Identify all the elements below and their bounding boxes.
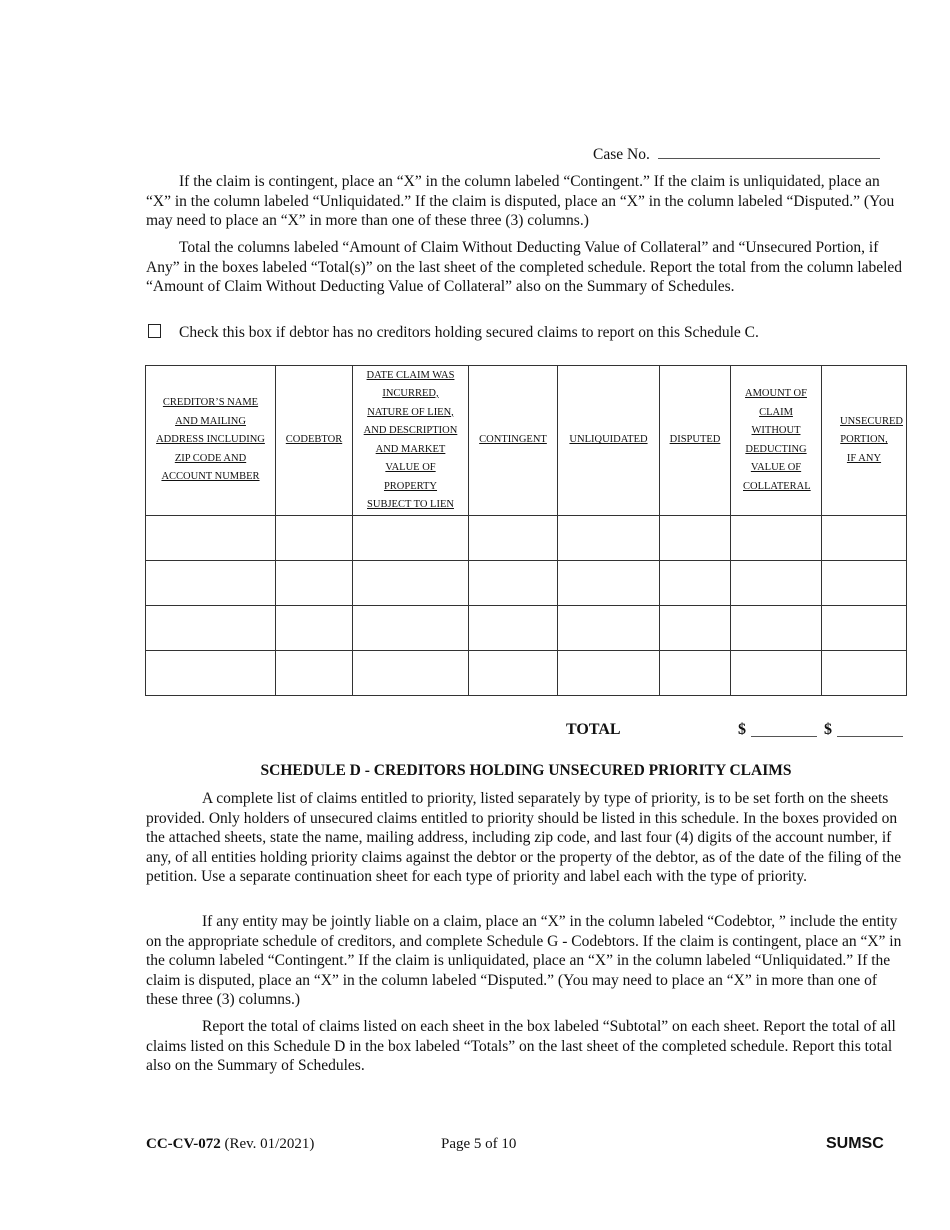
table-cell[interactable] [146, 561, 276, 606]
total-unsecured-amount-field[interactable] [837, 736, 903, 737]
col-codebtor: CODEBTOR [276, 366, 353, 516]
col-unliquidated: UNLIQUIDATED [558, 366, 660, 516]
table-cell[interactable] [276, 606, 353, 651]
contingent-instructions: If the claim is contingent, place an “X” in the column labeled “Contingent.” If the claim is unliquidated, place an “X” in the column labeled “Unliquidated.” If the claim is disputed, place an “X” in the column labeled “Disputed.” (You may need to place an “X” in more than one of these three (3) columns.) [146, 173, 895, 230]
table-cell[interactable] [353, 651, 469, 696]
total-unsecured-currency: $ [824, 721, 832, 738]
table-cell[interactable] [276, 651, 353, 696]
table-cell[interactable] [660, 606, 731, 651]
col-contingent: CONTINGENT [469, 366, 558, 516]
schedule-d-title: SCHEDULE D - CREDITORS HOLDING UNSECURED PRIORITY CLAIMS [260, 762, 792, 779]
table-cell[interactable] [353, 516, 469, 561]
table-cell[interactable] [558, 516, 660, 561]
col-creditor-name: CREDITOR’S NAME AND MAILING ADDRESS INCLUDING ZIP CODE AND ACCOUNT NUMBER [146, 366, 276, 516]
table-cell[interactable] [822, 651, 907, 696]
schedule-d-paragraph-1: A complete list of claims entitled to priority, listed separately by type of priority, is to be set forth on the sheets provided. Only holders of unsecured claims entitled to priority should be listed in this schedule. In the boxes provided on the attached sheets, state the name, mailing address, including zip code, and last four (4) digits of the account number, if any, of all entities holding priority claims against the debtor or the property of the debtor, as of the date of the filing of the petition. Use a separate continuation sheet for each type of priority and label each with the type of priority. [146, 790, 902, 886]
table-cell[interactable] [731, 516, 822, 561]
checkbox-label: Check this box if debtor has no creditors holding secured claims to report on this Schedule C. [179, 324, 759, 341]
table-cell[interactable] [469, 651, 558, 696]
table-cell[interactable] [731, 651, 822, 696]
table-cell[interactable] [469, 516, 558, 561]
table-cell[interactable] [353, 606, 469, 651]
table-cell[interactable] [146, 606, 276, 651]
total-claim-currency: $ [738, 721, 746, 738]
table-cell[interactable] [660, 561, 731, 606]
no-secured-creditors-row [146, 324, 759, 342]
col-amount-of-claim: AMOUNT OF CLAIM WITHOUT DEDUCTING VALUE OF COLLATERAL [731, 366, 822, 516]
table-cell[interactable] [731, 606, 822, 651]
table-cell[interactable] [469, 606, 558, 651]
table-cell[interactable] [660, 516, 731, 561]
form-id [146, 1136, 314, 1153]
table-cell[interactable] [146, 651, 276, 696]
table-cell[interactable] [822, 561, 907, 606]
table-row [146, 561, 907, 606]
total-label: TOTAL [566, 721, 621, 738]
table-cell[interactable] [731, 561, 822, 606]
total-instructions: Total the columns labeled “Amount of Claim Without Deducting Value of Collateral” and “Unsecured Portion, if Any” in the boxes labeled “Total(s)” on the last sheet of the completed schedule. Report the total from the column labeled “Amount of Claim Without Deducting Value of Collateral” also on the Summary of Schedules. [146, 239, 903, 296]
no-secured-creditors-checkbox[interactable] [148, 324, 161, 338]
table-cell[interactable] [822, 606, 907, 651]
col-date-claim-incurred: DATE CLAIM WAS INCURRED, NATURE OF LIEN, AND DESCRIPTION AND MARKET VALUE OF PROPERTY SUBJECT TO LIEN [353, 366, 469, 516]
table-cell[interactable] [146, 516, 276, 561]
page-number: Page 5 of 10 [441, 1136, 517, 1152]
table-cell[interactable] [558, 651, 660, 696]
table-cell[interactable] [276, 561, 353, 606]
table-cell[interactable] [822, 516, 907, 561]
table-cell[interactable] [353, 561, 469, 606]
table-row [146, 651, 907, 696]
form-revision: (Rev. 01/2021) [224, 1136, 315, 1152]
table-row [146, 516, 907, 561]
table-cell[interactable] [276, 516, 353, 561]
case-number-label: Case No. [593, 146, 650, 163]
secured-claims-table [145, 365, 907, 696]
col-disputed: DISPUTED [660, 366, 731, 516]
total-claim-amount-field[interactable] [751, 736, 817, 737]
table-cell[interactable] [660, 651, 731, 696]
col-unsecured-portion: UNSECURED PORTION, IF ANY [822, 366, 907, 516]
case-number-input[interactable] [658, 146, 880, 159]
table-cell[interactable] [469, 561, 558, 606]
schedule-d-paragraph-3: Report the total of claims listed on each sheet in the box labeled “Subtotal” on each sheet. Report the total of all claims listed on this Schedule D in the box labeled “Totals” on the last sheet of the completed schedule. Report this total also on the Summary of Schedules. [146, 1018, 896, 1075]
table-row [146, 606, 907, 651]
form-code: CC-CV-072 [146, 1136, 221, 1152]
table-cell[interactable] [558, 561, 660, 606]
table-cell[interactable] [558, 606, 660, 651]
schedule-d-paragraph-2: If any entity may be jointly liable on a claim, place an “X” in the column labeled “Codebtor, ” include the entity on the appropriate schedule of creditors, and complete Schedule G - Codebtors. If the claim is contingent, place an “X” in the column labeled “Contingent.” If the claim is unliquidated, place an “X” in the column labeled “Unliquidated.” If the claim is disputed, place an “X” in the column labeled “Disputed.” (You may need to place an “X” in more than one of these three (3) columns.) [146, 913, 902, 1009]
table-header-row [146, 366, 907, 516]
case-number-field [593, 146, 880, 164]
court-code: SUMSC [826, 1135, 884, 1152]
